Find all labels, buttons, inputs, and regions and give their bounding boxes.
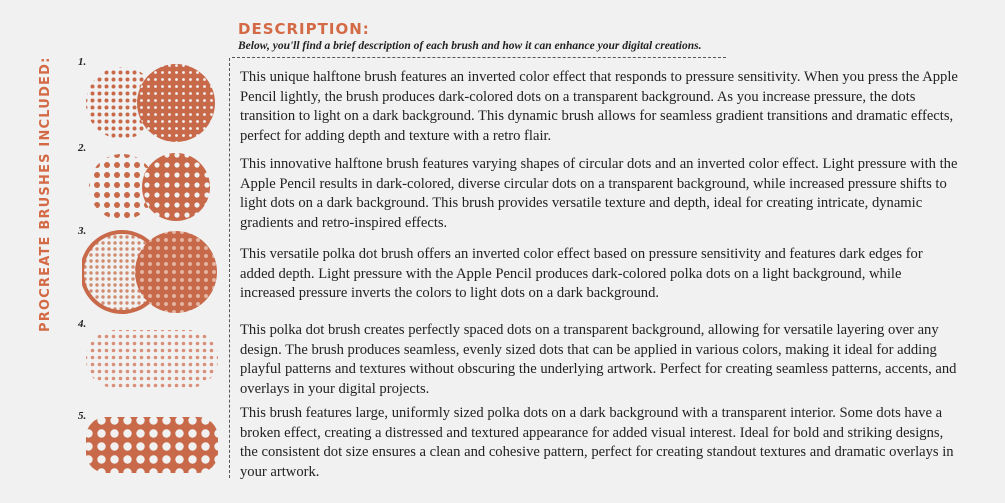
brush-number-2: 2. [78,142,87,154]
page-subtitle: Below, you'll find a brief description of each brush and how it can enhance your digital creations. [238,40,702,52]
sidebar-title: PROCREATE BRUSHES INCLUDED: [38,56,53,332]
brush-number-4: 4. [78,318,87,330]
brush-number-5: 5. [78,410,87,422]
brush-preview-1 [82,62,222,144]
brush-preview-4 [82,326,222,392]
brush-description-4: This polka dot brush creates perfectly spaced dots on a transparent background, allowing for versatile layering over any design. The brush produces seamless, evenly sized dots that can be applied in various colors, making it ideal for adding playful patterns and textures without obscuring the underlying artwork. Perfect for creating seamless patterns, accents, and overlays in your digital projects. [240,322,957,397]
brush-number-3: 3. [78,225,87,237]
brush-description-3: This versatile polka dot brush offers an inverted color effect based on pressure sensitivity and features dark edges for added depth. Light pressure with the Apple Pencil produces dark-colored polka dots on a light background, while increased pressure inverts the colors to light dots on a dark background. [240,246,923,301]
brush-description-5: This brush features large, uniformly sized polka dots on a dark background with a transparent interior. Some dots have a broken effect, creating a distressed and textured appearance for added visual interest. Ideal for bold and striking designs, the consistent dot size ensures a clean and cohesive pattern, perfect for creating standout textures and dramatic overlays in your artwork. [240,405,954,480]
brush-preview-5 [82,414,222,476]
brush-preview-2 [82,150,222,224]
brush-description-1: This unique halftone brush features an inverted color effect that responds to pressure sensitivity. When you press the Apple Pencil lightly, the brush produces dark-colored dots on a transparent background. As you increase pressure, the dots transition to light on a dark background. This dynamic brush allows for seamless gradient transitions and dramatic effects, perfect for adding depth and texture with a retro flair. [240,69,958,144]
header-divider [232,57,726,58]
page-title: DESCRIPTION: [238,20,370,38]
brush-number-1: 1. [78,56,87,68]
brush-preview-3 [82,228,222,316]
column-divider [229,58,230,478]
brush-description-2: This innovative halftone brush features varying shapes of circular dots and an inverted color effect. Light pressure with the Apple Pencil results in dark-colored, diverse circular dots on a transparent background, while increased pressure shifts to light dots on a dark background. This brush provides versatile texture and depth, ideal for creating intricate, dynamic gradients and retro-inspired effects. [240,156,958,231]
